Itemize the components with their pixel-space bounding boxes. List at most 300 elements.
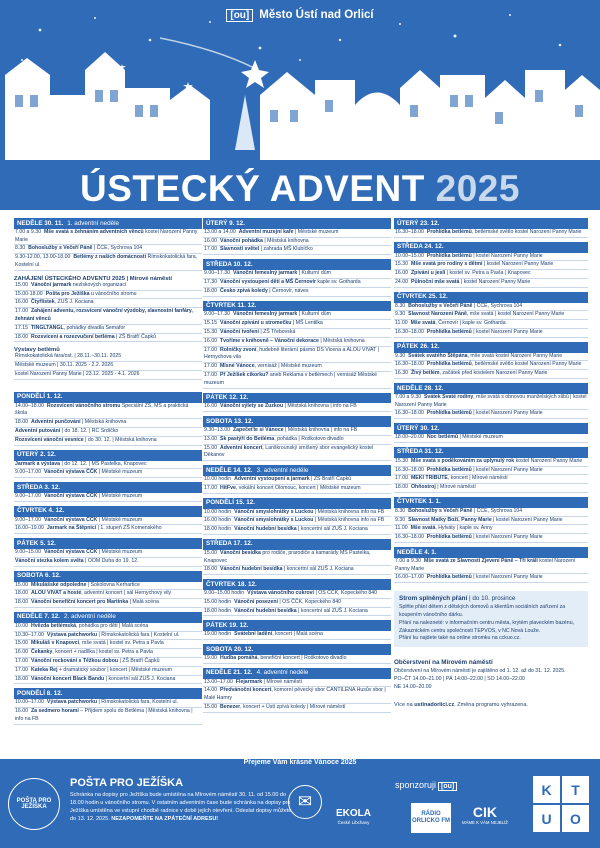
event-time: 16.30–18.00 (395, 361, 424, 368)
day-header (203, 416, 391, 427)
event-line (203, 608, 391, 617)
event-time: 18.00 (15, 333, 28, 340)
event-place: kostel Narození Panny Marie (514, 457, 583, 464)
day-label: ČTVRTEK 25. 12. (397, 293, 448, 301)
sponsor-ekola (336, 809, 371, 826)
event-time: 8.30 (395, 302, 406, 309)
event-place: | kostel Narození Panny Marie (471, 328, 543, 335)
event-place: | kostel sv. Petra a Pavla | Knapovec (445, 270, 531, 277)
event-title: Mše svatá s poděkováním za uplynulý rok (410, 457, 515, 464)
title-year: 2025 (435, 168, 520, 209)
event-place: | do 12. 12. | MŠ Pastelka, Knapovec (60, 460, 147, 467)
day-header (394, 383, 588, 394)
day-header (14, 688, 202, 699)
event-line (14, 428, 202, 437)
event-place: | Římskokatolická fara, Kostelní ul. (97, 699, 178, 706)
event-title: Prohlídka betlémů (426, 466, 472, 473)
event-place: , mše svatá s obnovou manželských slibů | kostel Narození Panny Marie (395, 393, 587, 408)
day-header (203, 644, 391, 655)
refreshments-line: Občerstvení na Mírovém náměstí je zajištěno od 1. 12. až do 31. 12. 2025. (394, 668, 566, 675)
event-place: , benefiční koncert | Roškotovo divadlo (257, 654, 347, 661)
day-label: NEDĚLE 21. 12. (206, 669, 253, 677)
event-place: | kostel Narození Panny Marie (471, 252, 543, 259)
event-title: Zapečeťte si Vánoce (232, 427, 284, 434)
event-line (203, 320, 391, 329)
post-text-warning: NEZAPOMEŇTE NA ZPÁTEČNÍ ADRESU! (111, 815, 219, 822)
ktuo-logo (533, 776, 589, 832)
day-header (203, 620, 391, 631)
event-line (394, 434, 588, 443)
event-line (203, 363, 391, 372)
day-header (14, 538, 202, 549)
event-time: 11.00 (395, 525, 408, 532)
event-place: , komorní pěvecký sbor CANTILENA Husův sbor | Malé Hamry (204, 687, 386, 702)
event-title: Adventní muzejní kafe (238, 228, 294, 235)
refreshments-line: NE 14.00–20.00 (394, 683, 432, 690)
sponsor-cik-sub: MÁME K VÁM NEJBLÍŽ (462, 820, 508, 825)
refreshments-box (394, 655, 588, 695)
event-time: 18.00 hodin (204, 607, 232, 614)
event-title: Hudba pomáhá (219, 654, 258, 661)
event-line (394, 261, 588, 270)
ktuo-letter: T (562, 776, 589, 803)
event-title: Prohlídka betlémů (426, 228, 472, 235)
day-header (14, 482, 202, 493)
event-title: Rozsvícení vánočního stromu (46, 402, 121, 409)
event-line (14, 649, 202, 658)
wish-line: Přání na nalezneté: v informačním centru města, krytém plaveckém bazénu, Zákaznickém centru společnosti TEPVOS, v NC Nová Louže. (399, 619, 575, 634)
day-header (14, 392, 202, 403)
event-time: 19.00 (204, 654, 217, 661)
event-title: Slavnost Matky Boží, Panny Marie (408, 516, 492, 523)
event-place: Speciální ZŠ, MŠ a praktická škola (15, 402, 189, 417)
event-time: 8.30 (15, 245, 26, 252)
footer (0, 759, 600, 848)
event-line (394, 253, 588, 262)
spacer (14, 380, 202, 388)
event-title: Vánoční koncert Black Bandu (30, 675, 105, 682)
day-label: STŘEDA 24. 12. (397, 243, 444, 251)
event-place: u vánočního stromu (89, 290, 137, 297)
event-time: 9.00–17.30 (204, 270, 230, 277)
event-line (203, 704, 391, 713)
event-line (203, 445, 391, 462)
event-title: TINGLTANGL (30, 324, 64, 331)
day-header (203, 579, 391, 590)
event-line (203, 590, 391, 599)
event-title: Vánoční výstava ČČK (43, 549, 98, 556)
day-label: STŘEDA 17. 12. (206, 540, 253, 548)
event-title: Vánoční výstava ČČK (43, 492, 98, 499)
wish-title: Strom splněných přání (399, 595, 468, 603)
day-label: SOBOTA 20. 12. (206, 645, 254, 653)
city-logo (0, 9, 600, 22)
event-title: Předvánoční koncert (219, 687, 272, 694)
event-time: 10.00–15.00 (395, 252, 424, 259)
event-time: 18.00 hodin (204, 526, 232, 533)
day-label: PÁTEK 12. 12. (206, 394, 249, 402)
day-label: NEDĚLE 7. 12. (17, 613, 61, 621)
event-place: , Lanškrounský smíšený sbor evangelický kostel Děkanov (204, 444, 374, 459)
event-time: 17.00 (15, 666, 28, 673)
ktuo-letter: K (533, 776, 560, 803)
day-label: PONDĚLÍ 8. 12. (17, 689, 63, 697)
event-title: Př Ježíšek cikorku? (219, 371, 269, 378)
day-label: STŘEDA 3. 12. (17, 483, 61, 491)
event-time: 9.00–15.00 (15, 549, 41, 556)
event-time: 9.00–15.00 hodin (204, 590, 245, 597)
event-title: Vánoční rockování s Těžkou dobou (30, 657, 119, 664)
event-line (203, 372, 391, 389)
day-header (203, 498, 391, 509)
sponsor-label (395, 780, 457, 790)
event-time: 16.00 (395, 270, 408, 277)
event-place: + dramatický soubor | koncert | Městské muzeum (57, 666, 172, 673)
event-title: Prohlídka betlémů (426, 252, 472, 259)
event-time: 16.30–18.00 (395, 534, 424, 541)
event-line (14, 325, 202, 334)
post-seal-text: POŠTA PRO JEŽÍŠKA (16, 798, 52, 810)
event-time: 9.00–17.00 (15, 516, 41, 523)
event-time: 15.00 (15, 281, 28, 288)
day-header (394, 447, 588, 458)
sponsor-ekola-sub: České Libchavy (337, 820, 370, 825)
event-title: Vánoční jarmark (30, 281, 72, 288)
event-title: Adventní vystoupení a jarmark (234, 476, 310, 483)
event-title: Vánoční smyslohrátky s Luckou (234, 508, 314, 515)
more-info (394, 702, 588, 708)
event-line (14, 599, 202, 608)
event-line (14, 461, 202, 470)
event-time: 18.00 (15, 590, 28, 597)
event-title: Mše svatá (410, 525, 436, 532)
day-header (203, 259, 391, 270)
event-line (14, 676, 202, 685)
day-label: ÚTERÝ 2. 12. (17, 451, 56, 459)
event-time: 8.30 (395, 507, 406, 514)
event-place: , pohádka | Roškotovo divadlo (274, 435, 344, 442)
event-place: , adventní koncert | sál Hernychovy vily (81, 590, 172, 597)
day-header (203, 393, 391, 404)
event-time: 18.00 (204, 566, 217, 573)
event-time: 18.00 (15, 675, 28, 682)
event-line (394, 467, 588, 476)
event-title: Mše svatá s žehnáním adventních věnců (43, 228, 144, 235)
event-line (14, 419, 202, 428)
event-line (203, 687, 391, 704)
day-header (14, 218, 202, 229)
day-label: PÁTEK 5. 12. (17, 539, 56, 547)
event-line (14, 299, 202, 308)
event-title: Slavnosti světel (219, 246, 260, 253)
event-title: Rozsvícení vánoční vesnice (15, 436, 84, 443)
refreshments-title: Občerstvení na Mírovém náměstí (394, 659, 493, 667)
event-line (203, 631, 391, 640)
event-time: 15.30 (204, 328, 217, 335)
event-place: | ČCE, Sychrova 104 (472, 507, 523, 514)
event-time: 17.00 (204, 346, 217, 353)
day-label: STŘEDA 10. 12. (206, 260, 253, 268)
event-title: Výstava vánočního cukroví (247, 590, 314, 597)
event-place: , Černovír | kaple sv. Gotharda (435, 320, 506, 327)
event-title: Vánoční besídka (219, 549, 261, 556)
event-line (394, 329, 588, 338)
event-title: Vánoční femeslný jarmark (232, 311, 298, 318)
event-place: | ZŠ Bratří Čapků (118, 657, 160, 664)
event-title: Vánoční pohádka (219, 237, 263, 244)
event-time: 15.15 (204, 320, 217, 327)
event-place: , Hylváty | kaple sv. Anny (435, 525, 493, 532)
day-header (203, 301, 391, 312)
day-note: 3. adventní neděle (256, 466, 309, 474)
event-time: 15.00-18.00 (15, 290, 43, 297)
event-time: 16.00 (15, 708, 28, 715)
event-place: | Městská knihovna info na FB (313, 517, 385, 524)
event-title: Za sedmero horami (30, 708, 79, 715)
event-title: Noc betlémů (426, 434, 458, 441)
post-seal (8, 778, 60, 830)
day-header (394, 292, 588, 303)
event-place: | ZŠ Bratří Čapků (309, 476, 352, 483)
event-place: , koncert + nadílka | kostel sv. Petra a Pavla (52, 649, 153, 656)
event-place: | ZŠ Bratří Čapků (114, 333, 157, 340)
event-title: Svátební ladění (234, 631, 273, 638)
event-time: 15.00 (15, 581, 28, 588)
event-title: Jarmark a výstava (15, 460, 60, 467)
day-label: ČTVRTEK 4. 12. (17, 507, 65, 515)
event-title: Svátek svatého Štěpána (408, 352, 468, 359)
day-header (394, 242, 588, 253)
day-label: ČTVRTEK 1. 1. (397, 498, 441, 506)
event-title: Prohlídka betlémů (426, 534, 472, 541)
event-title: Vánoční výlety se Zuzkou (219, 403, 284, 410)
event-title: Čtyřlístek (30, 299, 55, 306)
ktuo-letter: O (562, 805, 589, 832)
event-place: , mše svatá | kostel sv. Petra a Pavla (79, 640, 164, 647)
event-line (394, 303, 588, 312)
event-time: 9.30–13.00 (204, 427, 230, 434)
event-line (394, 311, 588, 320)
event-line (14, 469, 202, 478)
event-line (14, 525, 202, 534)
event-line (394, 361, 588, 370)
event-place: | Malá scéna (128, 599, 159, 606)
event-title: Jarmark na Štěpnici (46, 525, 97, 532)
post-title: POŠTA PRO JEŽÍŠKA (70, 777, 184, 789)
event-place: , koncert | Malá scéna (272, 631, 323, 638)
day-label: PÁTEK 26. 12. (397, 343, 440, 351)
event-title: Vánoční hudební besídka (234, 607, 297, 614)
event-title: Živý betlém (410, 370, 440, 377)
event-place: | koncertní sál ZUŠ J. Kociana (296, 526, 368, 533)
day-label: ÚTERÝ 30. 12. (397, 424, 440, 432)
wish-line: Přání ku najdete také na online stromku na cckuo.cz. (399, 635, 521, 642)
event-time: 17.15 (15, 324, 28, 331)
event-line (203, 338, 391, 347)
day-label: SOBOTA 13. 12. (206, 417, 254, 425)
day-label: ČTVRTEK 18. 12. (206, 580, 257, 588)
event-title: Kateka Rej (30, 666, 58, 673)
event-title: HitFve (219, 484, 236, 491)
program-list-3 (394, 218, 588, 583)
event-time: 16.30 (395, 370, 408, 377)
day-label: NEDĚLE 30. 11. (17, 219, 64, 227)
event-place: | kostel Narození Panny Marie (491, 516, 563, 523)
sponsor-radio: RÁDIO ORLICKO FM (411, 803, 451, 833)
event-time: 14.00 (204, 687, 217, 694)
event-place: | Městské muzeum (97, 469, 143, 476)
event-line (14, 308, 202, 325)
event-place: | do 18. 12. | RC Srdíčko (60, 428, 119, 435)
event-time: 7.00 a 9.30 (15, 228, 41, 235)
day-label: ÚTERÝ 23. 12. (397, 219, 440, 227)
greeting-banner: Přejeme Vám krásné Vánoce 2025 (243, 759, 357, 766)
wish-deadline: | do 10. prosince (467, 595, 516, 603)
event-title: Slavnost Narození Páně (408, 311, 467, 318)
event-time: 10.00 hodin (204, 476, 232, 483)
event-title: Vánoční výstava ČČK (43, 469, 98, 476)
event-title: Mše svatá (410, 320, 436, 327)
event-title: Adventní punčování (30, 419, 81, 426)
event-time: 18.00 (395, 484, 408, 491)
event-time: 9.00–17.00 (15, 469, 41, 476)
event-time: 18.00 (15, 599, 28, 606)
event-time: 18.00 (204, 287, 217, 294)
event-line (203, 509, 391, 518)
event-place: | OOM Duha do 19. 12. (83, 557, 139, 564)
more-info-post: . Změna programu vyhrazena. (454, 701, 528, 708)
day-header (394, 423, 588, 434)
event-place: | Městská knihovna | info na FB (283, 403, 357, 410)
event-place: , mše svatá | kostel Narození Panny Marie (466, 311, 565, 318)
event-time: 15.00 (15, 640, 28, 647)
day-header (203, 218, 391, 229)
event-line (394, 534, 588, 543)
day-header (203, 539, 391, 550)
event-time: 9.00–17.00 (15, 492, 41, 499)
event-title: Vánoční smyslohrátky s Luckou (234, 517, 314, 524)
event-title: Mše svatá pro rodiny s dětmi (410, 261, 483, 268)
event-title: Pošta pro Ježíška (45, 290, 90, 297)
event-line (14, 403, 202, 420)
event-place: | ČCE, Sychrova 104 (472, 302, 523, 309)
event-title: Flejarmark (235, 678, 263, 685)
day-header (394, 547, 588, 558)
event-line (203, 279, 391, 288)
day-note: 2. adventní neděle (64, 613, 116, 621)
section-heading: ZAHÁJENÍ ÚSTECKÉHO ADVENTU 2025 | Mírové náměstí (14, 275, 172, 282)
event-place: Městské muzeum | 30.11. 2025 - 2.2. 2026 (15, 362, 114, 369)
event-line (14, 632, 202, 641)
event-place: , vokální koncert Olomouc, koncert | Městské muzeum (235, 484, 361, 491)
day-label: PÁTEK 19. 12. (206, 621, 249, 629)
event-time: 11.00 (395, 320, 408, 327)
event-place: , mše svatá kostel Narození Panny Marie (467, 352, 563, 359)
event-place: | Městská knihovna info na FB (313, 508, 385, 515)
more-info-link[interactable]: ustinadorlici.cz (414, 701, 455, 708)
event-line (394, 229, 588, 238)
event-line (14, 353, 202, 362)
event-line (14, 371, 202, 380)
event-time: 16.00 (204, 337, 217, 344)
event-place: | do 30. 12. | Městská knihovna (83, 436, 157, 443)
event-line (14, 667, 202, 676)
event-line (203, 329, 391, 338)
refreshments-line: PO–ČT 14.00–21.00 | PÁ 14.00–22.00 | SO 14.00–22.00 (394, 676, 525, 683)
event-place: | Černovír, náves (267, 287, 309, 294)
event-title: Adventní koncert (219, 444, 263, 451)
event-title: Vánoční tvoření (219, 328, 259, 335)
event-title: Prohlídka betlémů (426, 328, 472, 335)
day-header (394, 218, 588, 229)
event-line (394, 558, 588, 575)
event-title: Výstava patchworku (46, 699, 98, 706)
event-line (14, 437, 202, 446)
day-header (394, 497, 588, 508)
event-time: 17.00 (395, 475, 408, 482)
event-place: | Městské muzeum (97, 549, 143, 556)
event-place: aneb Reklama v betlémech | vernisáž Městské muzeum (204, 371, 378, 386)
day-label: STŘEDA 31. 12. (397, 448, 444, 456)
event-time: 15.00 hodin (204, 598, 232, 605)
event-title: Mikulášské odpoledne (30, 581, 87, 588)
event-place: pro rodiče, prarodiče a kamarády MŠ Pastelka, Knapovec (204, 549, 371, 564)
event-line (394, 270, 588, 279)
event-time: 16.00–19.00 (15, 525, 44, 532)
event-time: 18.00–20.00 (395, 434, 424, 441)
event-line (394, 508, 588, 517)
event-line (394, 517, 588, 526)
event-place: kostel Narození Panny Marie | 23.12. 2025 - 4.1. 2026 (15, 371, 140, 378)
event-place: , pohádky divadla Semafor (63, 324, 126, 331)
day-label: ÚTERÝ 9. 12. (206, 219, 245, 227)
event-time: 16.00 (204, 403, 217, 410)
event-place: , betlémské světlo kostel Narození Panny Marie (471, 228, 582, 235)
day-header (14, 571, 202, 582)
event-place: | Městská knihovna (262, 237, 309, 244)
section-heading: Výstavy betlémů (14, 347, 60, 354)
event-time: 15.30 (395, 261, 408, 268)
event-time: 9.30 (395, 311, 406, 318)
event-line (203, 246, 391, 255)
day-label: ČTVRTEK 11. 12. (206, 302, 257, 309)
event-title: Vánoční posezení (234, 598, 278, 605)
event-title: Adventní putování (15, 428, 61, 435)
event-place: | ZŠ Třebovská (258, 328, 296, 335)
event-time: 10.30–17.00 (15, 631, 44, 638)
event-line (394, 410, 588, 419)
event-title: Vánoční femeslný jarmark (232, 270, 298, 277)
event-time: 16.00 hodin (204, 517, 232, 524)
event-title: Mlsné Vánoce (219, 363, 255, 370)
day-label: SOBOTA 6. 12. (17, 572, 61, 580)
ktuo-letter: U (533, 805, 560, 832)
event-place: Římskokatolická fara/ost. | 28.11.–30.11. 2025 (15, 353, 122, 360)
event-place: , vernisáž | Městské muzeum (254, 363, 322, 370)
event-place: , koncert + Ústí zpívá koledy | Mírové náměstí (240, 704, 346, 710)
event-line (394, 475, 588, 484)
day-label: NEDĚLE 28. 12. (397, 384, 444, 392)
event-time: 7.00 a 9.30 (395, 393, 421, 400)
program-columns (0, 214, 600, 759)
program-column-3 (394, 214, 588, 759)
event-line (14, 582, 202, 591)
event-title: Vánoční zpívání u stromečku (219, 320, 292, 327)
event-time: 14.00–18.00 (15, 402, 44, 409)
event-line (203, 427, 391, 436)
event-line (14, 708, 202, 725)
event-place: | koncertní sál ZUŠ J. Kociana (282, 566, 354, 573)
